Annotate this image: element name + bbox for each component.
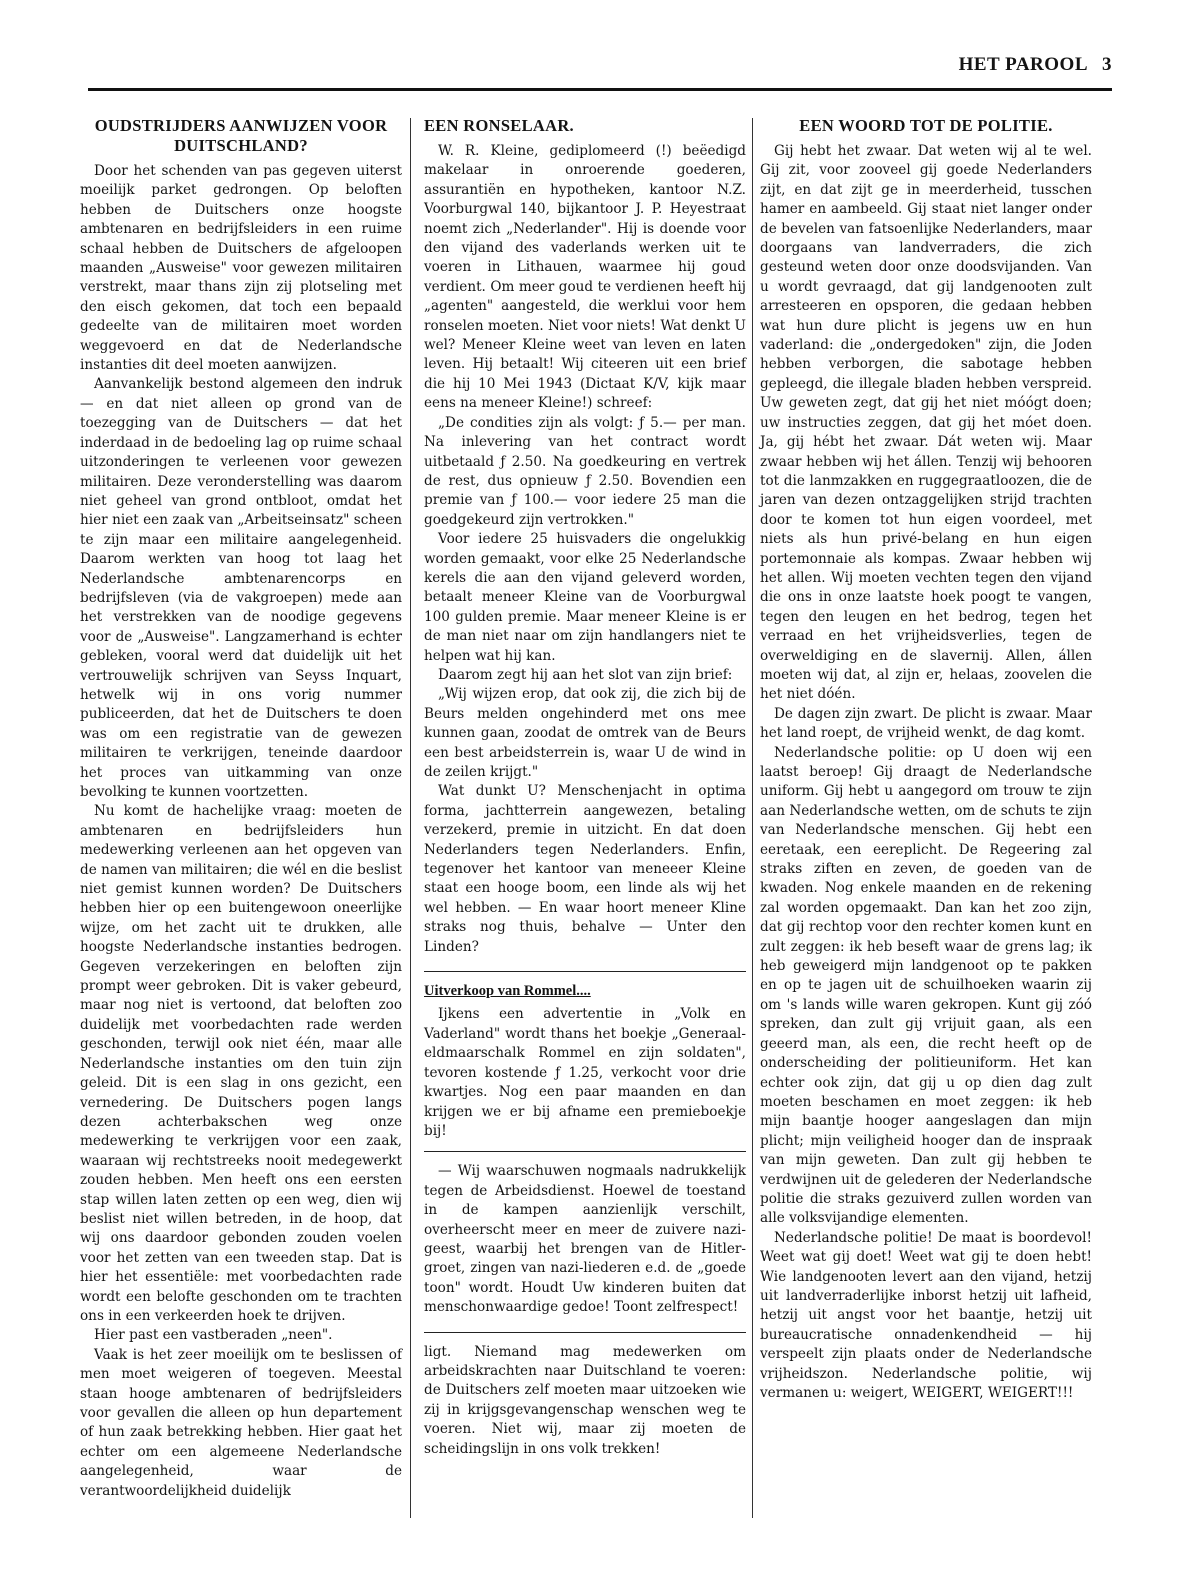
column-divider-right bbox=[752, 118, 753, 1518]
paragraph: Door het schenden van pas gegeven uiterst moeilijk parket gedrongen. Op beloften hebben de Duitschers onze hoogste ambtenaren en bedrijfsleiders in een ruime schaal hebben de Duitschers de afgeloopen maanden „Ausweise" voor gewezen militairen verstrekt, maar thans zijn zij plotseling met den eisch gekomen, dat toch een bepaald gedeelte van de militairen moet worden weggevoerd en dat de Nederlandsche instanties dit deel moeten aanwijzen. bbox=[80, 163, 402, 374]
section-rule bbox=[424, 1151, 746, 1152]
paragraph: De dagen zijn zwart. De plicht is zwaar. Maar het land roept, de vrijheid wenkt, de dag komt. bbox=[760, 705, 1092, 742]
page-number: 3 bbox=[1102, 54, 1112, 75]
paragraph: Hier past een vastberaden „neen". bbox=[94, 1327, 333, 1344]
section-rule bbox=[424, 1332, 746, 1333]
warning-paragraph: — Wij waarschuwen nogmaals nadrukkelijk tegen de Arbeidsdienst. Hoewel de toestand in de kampen aanzienlijk verschilt, overheerscht meer en meer de zuivere nazi-geest, waarbij het brengen van de Hitler-groet, zingen van nazi-liederen e.d. de „goede toon" wordt. Houdt Uw kinderen buiten dat menschonwaardige gedoe! Toont zelfrespect! bbox=[424, 1163, 746, 1316]
section-rule bbox=[424, 971, 746, 972]
rommel-paragraph: Ijkens een advertentie in „Volk en Vaderland" wordt thans het boekje „Generaal-eldmaarschalk Rommel en zijn soldaten", tevoren kostende ƒ 1.25, verkocht voor drie kwartjes. Nog een paar maanden en dan krijgen we er bij afname een premieboekje bij! bbox=[424, 1006, 746, 1139]
paragraph: Gij hebt het zwaar. Dat weten wij al te wel. Gij zit, voor zooveel gij goede Nederlanders zijt, en dat zijt ge in meerderheid, tusschen hamer en aambeeld. Gij staat niet langer onder de bevelen van fatsoenlijke Nederlanders, maar doorgaans van landverraders, die zich gesteund weten door onze doodsvijanden. Van u wordt gevraagd, dat gij landgenooten zult arresteeren en opsporen, die gedaan hebben wat hun dure plicht is jegens uw en hun vaderland: die „ondergedoken" zijn, die Joden hebben verborgen, die sabotage hebben gepleegd, die illegale bladen hebben verspreid. Uw geweten zegt, dat gij het niet móógt doen; uw instructies zeggen, dat gij het móet doen. Ja, gij hébt het zwaar. Dát weten wij. Maar zwaar hebben wij het állen. Tenzij wij behooren tot die lanmzakken en ruggegraatloozen, die de jaren van dezen ontzaggelijken strijd trachten door te komen tot hun eigen voordeel, met niets als hun privé-belang en hun eigen portemonnaie als kompas. Zwaar hebben wij het allen. Wij moeten vechten tegen den vijand die ons in onze laatste hoek poogt te vangen, tegen den leugen en het bedrog, tegen het verraad en het vrijheidsverlies, tegen de overweldiging en de slavernij. Allen, állen moeten wij dat, al zijn er, helaas, zoovelen die het niet dóén. bbox=[760, 143, 1092, 703]
article-title: OUDSTRIJDERS AANWIJZEN VOOR DUITSCHLAND? bbox=[94, 116, 388, 155]
article-ronselaar bbox=[424, 116, 746, 1459]
article-title: EEN RONSELAAR. bbox=[424, 116, 574, 135]
article-oudstrijders bbox=[80, 116, 402, 1501]
article-title: EEN WOORD TOT DE POLITIE. bbox=[799, 116, 1053, 135]
column-divider-left bbox=[410, 118, 411, 1518]
paper-name: HET PAROOL bbox=[958, 54, 1088, 75]
paragraph: Vaak is het zeer moeilijk om te beslissen of men moet weigeren of toegeven. Meestal staan hooge ambtenaren of bedrijfsleiders voor gevallen die alleen op hun departement of hun zaak betrekking hebben. Hier gaat het echter om een algemeene Nederlandsche aangelegenheid, waar de verantwoordelijkheid duidelijk bbox=[80, 1346, 402, 1499]
paragraph: Nu komt de hachelijke vraag: moeten de ambtenaren en bedrijfsleiders hun medewerking verleenen aan het opgeven van de namen van militairen; die wél en die beslist niet gemist kunnen worden? De Duitschers hebben hier op een buitengewoon oneerlijke wijze, om het zacht uit te drukken, alle hoogste Nederlandsche instanties bedrogen. Gegeven verzekeringen en beloften zijn prompt weer gebroken. Dit is vaker gebeurd, maar nog niet is vertoond, dat beloften zoo duidelijk met voorbedachten rade werden geschonden, terwijl ook niet één, maar alle Nederlandsche instanties om den tuin zijn geleid. Dit is een slag in ons gezicht, een vernedering. De Duitschers pogen langs dezen achterbakschen weg onze medewerking te verkrijgen voor een zaak, waaraan wij rechtstreeks nooit medegewerkt zouden hebben. Men heeft ons een eersten stap willen laten zetten op een weg, dien wij beslist niet willen betreden, in de hoop, dat wij ons daardoor gebonden zouden voelen voor het zetten van een tweeden stap. Dat is hier het essentiële: met voorbedachten rade wordt een belofte geschonden om te trachten ons in een verkeerden hoek te drijven. bbox=[80, 803, 403, 1324]
paragraph: Nederlandsche politie: op U doen wij een laatst beroep! Gij draagt de Nederlandsche uniform. Gij hebt u aangegord om trouw te zijn aan Nederlandsche wetten, om de schuts te zijn van Nederlandsche menschen. Gij hebt een eeretaak, een eereplicht. De Regeering zal straks ziften en zeven, de goeden van de kwaden. Nog enkele maanden en de rekening zal worden opgemaakt. Dan kan het zoo zijn, dat gij rechtop voor den rechter komen kunt en zult zeggen: ik heb beseft waar de grens lag; ik heb geweigerd mijn landgenoot op te pakken en op te jagen uit de schuilhoeken waarin zij om 's lands wille waren gekropen. Kunt gij zóó spreken, dan zult gij vrijuit gaan, als een geeerd man, als een, die recht heeft op de onderscheiding der politieuniform. Het kan echter ook zijn, dat gij u op dien dag zult moeten beschamen en moet zeggen: ik heb mijn baantje hooger aangeslagen dan mijn plicht; mijn veiligheid hooger dan de inspraak van mijn geweten. Dan zult gij hebben te verdwijnen uit de gelederen der Nederlandsche politie die straks gezuiverd zullen worden van alle volksvijandige elementen. bbox=[760, 744, 1092, 1227]
paragraph: Voor iedere 25 huisvaders die ongelukkig worden gemaakt, voor elke 25 Nederlandsche kerels die aan den vijand geleverd worden, betaalt meneer Kleine van de Voorburgwal 100 gulden premie. Maar meneer Kleine is er de man niet naar om zijn handlangers niet te helpen wat hij kan. bbox=[424, 531, 746, 664]
paragraph: Nederlandsche politie! De maat is boordevol! Weet wat gij doet! Weet wat gij te doen hebt! Wie landgenooten levert aan den vijand, hetzij uit landverraderlijke inborst hetzij uit lafheid, hetzij uit angst voor het baantje, hetzij uit bureaucratische onnadenkendheid — hij verspeelt zijn plaats onder de Nederlandsche vrijheidszon. Nederlandsche politie, wij vermanen u: weigert, WEIGERT, WEIGERT!!! bbox=[760, 1229, 1092, 1401]
masthead bbox=[88, 54, 1112, 82]
article-politie bbox=[760, 116, 1092, 1403]
paragraph: W. R. Kleine, gediplomeerd (!) beëedigd makelaar in onroerende goederen, assurantiën en hypotheken, kantoor N.Z. Voorburgwal 140, bijkantoor J. P. Heyestraat noemt zich „Nederlander". Hij is doende voor den vijand des vaderlands werken uit te voeren in Lithauen, waarmee hij goud verdient. Om meer goud te verdienen heeft hij „agenten" aangesteld, die werklui voor hem ronselen moeten. Niet voor niets! Wat denkt U wel? Meneer Kleine weet van leven en laten leven. Hij betaalt! Wij citeeren uit een brief die hij 10 Mei 1943 (Dictaat K/V, kijk maar eens na meneer Kleine!) schreef: bbox=[424, 143, 746, 412]
continuation-paragraph: ligt. Niemand mag medewerken om arbeidskrachten naar Duitschland te voeren: de Duitschers zelf moeten maar uitzoeken wie zij in krijgsgevangenschap wenschen weg te voeren. Niet wij, maar zij moeten de scheidingslijn in ons volk trekken! bbox=[424, 1343, 746, 1457]
paragraph: Wat dunkt U? Menschenjacht in optima forma, jachtterrein aangewezen, betaling verzekerd, premie in uitzicht. En dat doen Nederlanders tegen Nederlanders. Enfin, tegenover het kantoor van meneeer Kleine staat een hooge boom, een linde als wij het wel hebben. — En waar hoort meneer Kline straks nog thuis, behalve — Unter den Linden? bbox=[424, 783, 746, 955]
paragraph: Daarom zegt hij aan het slot van zijn brief: bbox=[438, 666, 733, 683]
paragraph: Aanvankelijk bestond algemeen den indruk — en dat niet alleen op grond van de toezegging van de Duitschers — dat het inderdaad in de bedoeling lag op ruime schaal uitzonderingen te verleenen voor gewezen militairen. Deze veronderstelling was daarom niet geheel van grond ontbloot, omdat het hier niet een zaak van „Arbeitseinsatz" scheen te zijn maar een militaire aangelegenheid. Daarom werkten van hoog tot laag het Nederlandsche ambtenarencorps en bedrijfsleven (via de vakgroepen) mede aan het verstrekken van de noodige gegevens voor de „Ausweise". Langzamerhand is echter gebleken, vooral werd dat duidelijk uit het vertrouwelijk schrijven van Seyss Inquart, hetwelk wij in ons vorig nummer publiceerden, dat het de Duitschers te doen was om een registratie van de gewezen militairen te verkrijgen, teneinde daardoor het proces van uitkamming van onze bevolking te kunnen voortzetten. bbox=[80, 376, 402, 800]
quote-paragraph: „Wij wijzen erop, dat ook zij, die zich bij de Beurs melden ongehinderd met ons mee kunnen gaan, zoodat de omtrek van de Beurs een best arbeidsterrein is, waar U de wind in de zeilen krijgt." bbox=[424, 686, 746, 780]
rommel-title: Uitverkoop van Rommel.... bbox=[424, 983, 591, 1000]
masthead-rule bbox=[88, 88, 1112, 91]
quote-paragraph: „De condities zijn als volgt: ƒ 5.— per man. Na inlevering van het contract wordt uitbetaald ƒ 2.50. Na goedkeuring en vertrek de rest, dus opnieuw ƒ 2.50. Bovendien een premie van ƒ 100.— voor iedere 25 man die goedgekeurd zijn vertrokken." bbox=[424, 414, 746, 528]
